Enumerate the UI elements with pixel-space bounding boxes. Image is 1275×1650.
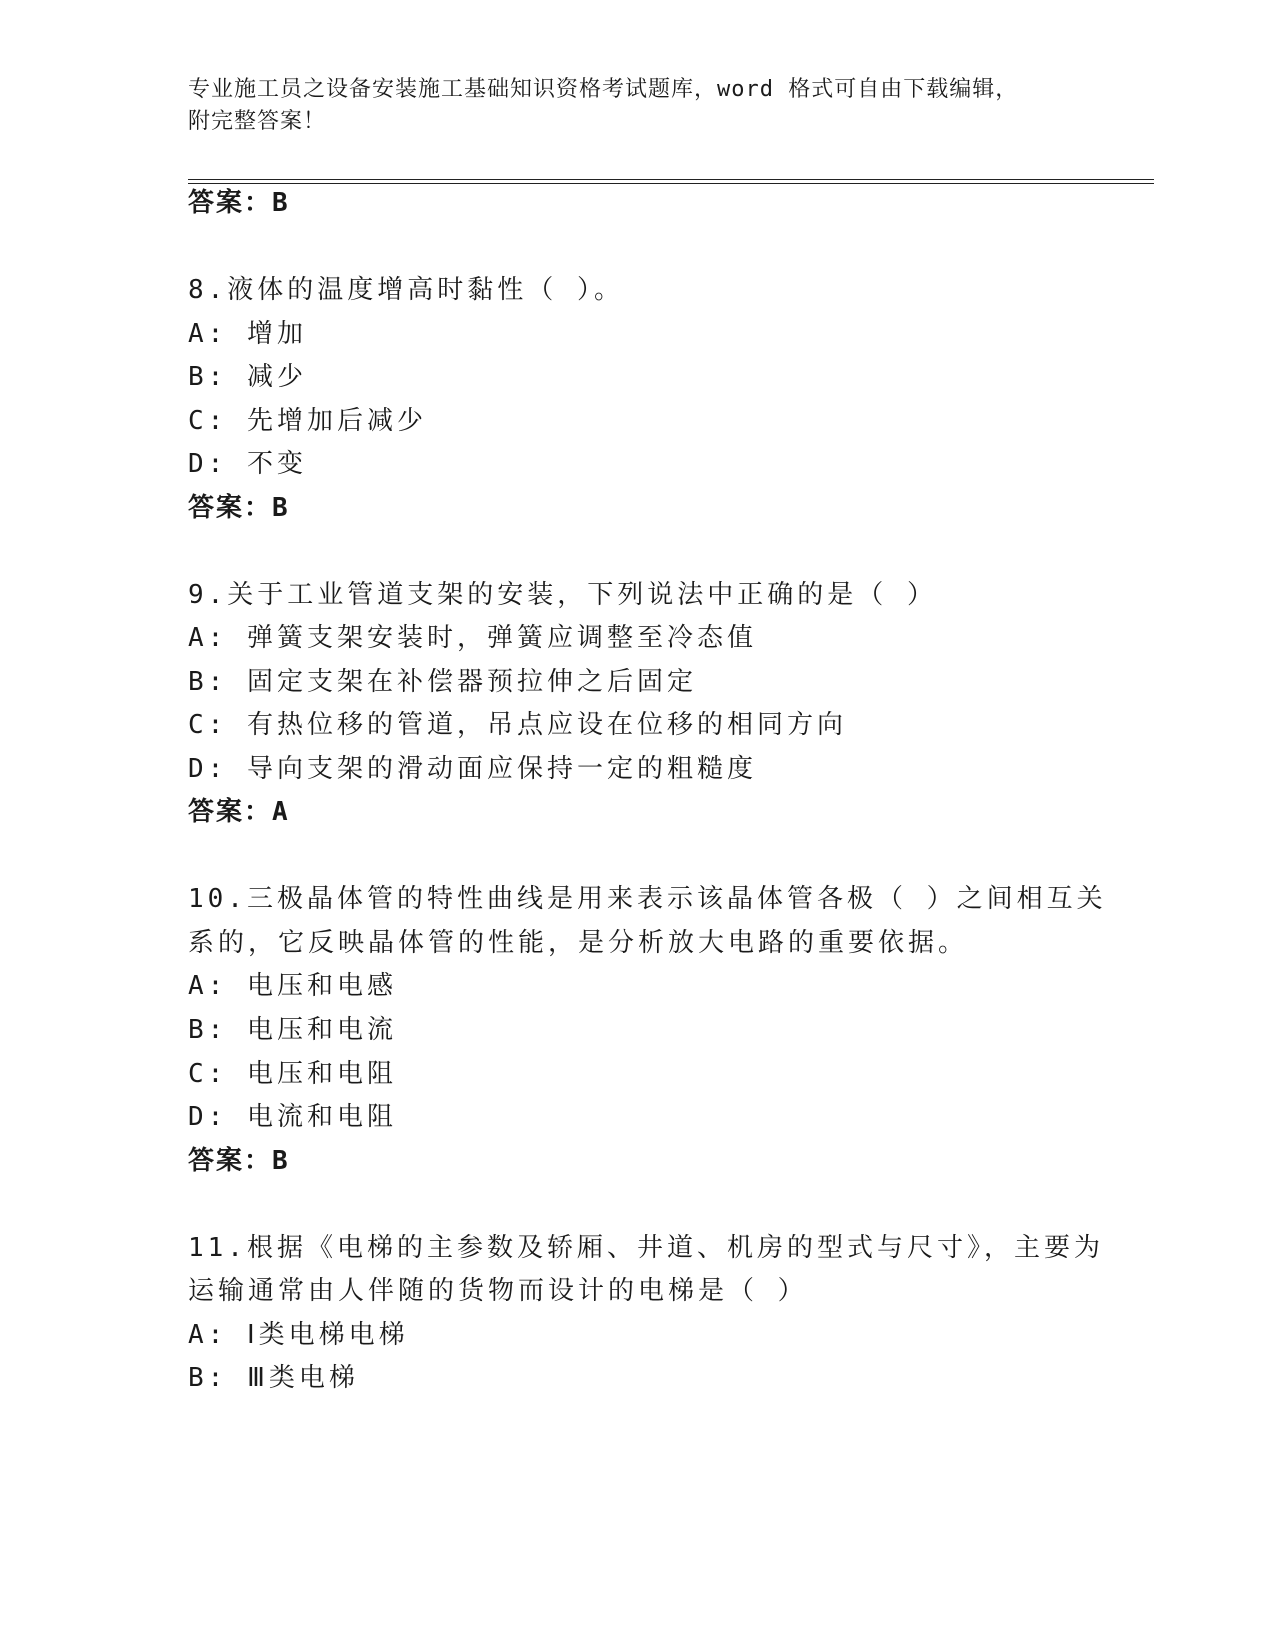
- question-11-stem-line-1: 11.根据《电梯的主参数及轿厢、井道、机房的型式与尺寸》，主要为: [188, 1233, 1104, 1263]
- header-divider-top: [188, 179, 1154, 180]
- question-9-option-b: B: 固定支架在补偿器预拉伸之后固定: [188, 667, 697, 697]
- question-10-answer: 答案：B: [188, 1146, 290, 1176]
- answer-prev: 答案：B: [188, 188, 290, 218]
- question-8-option-c: C: 先增加后减少: [188, 406, 427, 436]
- question-8-option-a: A: 增加: [188, 319, 307, 349]
- question-9-option-d: D: 导向支架的滑动面应保持一定的粗糙度: [188, 754, 757, 784]
- question-10-option-b: B: 电压和电流: [188, 1015, 397, 1045]
- question-8-option-b: B: 减少: [188, 362, 307, 392]
- question-11-stem-line-2: 运输通常由人伴随的货物而设计的电梯是（ ）: [188, 1276, 808, 1306]
- question-8-answer: 答案：B: [188, 493, 290, 523]
- question-8-stem: 8.液体的温度增高时黏性（ ）。: [188, 275, 624, 305]
- question-10-stem-line-2: 系的，它反映晶体管的性能，是分析放大电路的重要依据。: [188, 928, 969, 958]
- question-10-option-c: C: 电压和电阻: [188, 1059, 397, 1089]
- question-11-option-b: B: Ⅲ类电梯: [188, 1363, 359, 1393]
- document-header: [188, 74, 1088, 138]
- question-10-stem-line-1: 10.三极晶体管的特性曲线是用来表示该晶体管各极（ ）之间相互关: [188, 884, 1107, 914]
- header-line-1: 专业施工员之设备安装施工基础知识资格考试题库，word 格式可自由下载编辑，: [188, 77, 1019, 102]
- question-10-option-a: A: 电压和电感: [188, 971, 397, 1001]
- question-10-option-d: D: 电流和电阻: [188, 1102, 397, 1132]
- question-9-answer: 答案：A: [188, 797, 290, 827]
- question-11-option-a: A: Ⅰ类电梯电梯: [188, 1320, 409, 1350]
- question-8-option-d: D: 不变: [188, 449, 307, 479]
- header-line-2: 附完整答案！: [188, 109, 327, 134]
- question-9-stem: 9.关于工业管道支架的安装，下列说法中正确的是（ ）: [188, 580, 937, 610]
- question-9-option-a: A: 弹簧支架安装时，弹簧应调整至冷态值: [188, 623, 757, 653]
- header-divider-bottom: [188, 183, 1154, 184]
- question-9-option-c: C: 有热位移的管道，吊点应设在位移的相同方向: [188, 710, 847, 740]
